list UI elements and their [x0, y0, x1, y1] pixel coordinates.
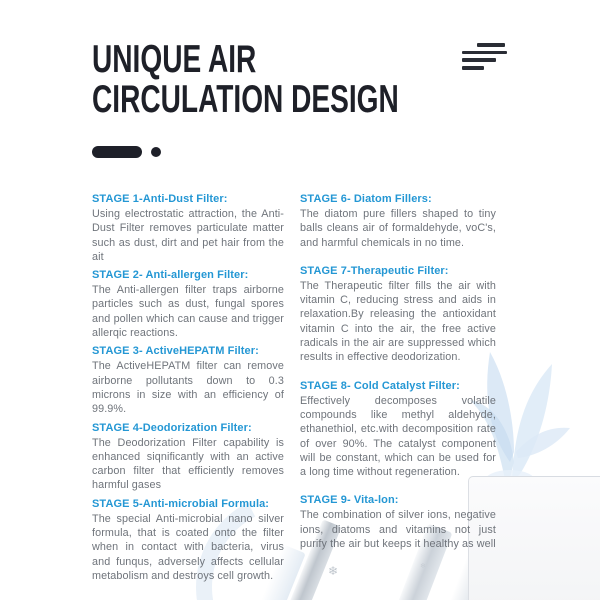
stage-4-section	[92, 422, 284, 493]
stage-2-heading: STAGE 2- Anti-allergen Filter:	[92, 269, 249, 282]
stage-2-section	[92, 269, 284, 340]
snowflake-icon: ❄	[328, 564, 339, 578]
stage-8-body: Effectively decomposes volatile compounds like methyl aldehyde, ethanethiol, etc.with decomposition rate of over 90%. The catalyst component will be constant, which can be used for a long time without regeneration.	[300, 394, 496, 479]
stage-1-body: Using electrostatic attraction, the Anti-Dust Filter removes particulate matter such as dust, dirt and pet hair from the ait	[92, 208, 284, 263]
list-lines-icon	[462, 43, 508, 74]
stage-7-body: The Therapeutic filter fills the air with vitamin C, reducing stress and aids in relaxation.By releasing the antioxidant vitamin C into the air, the free active radicals in the air are suppressed which results in effective deodorization.	[300, 279, 496, 364]
page-title-line2: CIRCULATION DESIGN	[92, 78, 399, 121]
stage-6-heading: STAGE 6- Diatom Fillers:	[300, 193, 432, 205]
stage-3-heading: STAGE 3- ActiveHEPATM Filter:	[92, 345, 259, 358]
snowflake-icon: ❄	[420, 563, 426, 570]
stage-1-section	[92, 193, 284, 264]
stage-4-heading: STAGE 4-Deodorization Filter:	[92, 421, 252, 434]
stage-2-body: The Anti-allergen filter traps airborne particles such as dust, fungal spores and pollen which can cause and trigger allerqic reactions.	[92, 284, 284, 340]
stage-7-section	[300, 265, 496, 365]
stage-7-heading: STAGE 7-Therapeutic Filter:	[300, 264, 449, 277]
stage-5-section	[92, 498, 284, 583]
list-icon-bar	[462, 58, 496, 62]
stage-8-heading: STAGE 8- Cold Catalyst Filter:	[300, 379, 460, 392]
stage-4-body: The Deodorization Filter capability is enhanced siqnificantly with an active carbon filter that efficiently removes harmful gases	[92, 436, 284, 492]
stage-5-body: The special Anti-microbial nano silver formula, that is coated onto the filter when in contact with bacteria, virus and funqus, adversely affects cellular metabolism and destroys cell growth.	[92, 512, 284, 582]
title-underline-dot	[151, 147, 161, 157]
stage-9-body: The combination of silver ions, negative ions, diatoms and vitamins not just purify the air but keeps it healthy as well	[300, 509, 496, 551]
stage-6-body: The diatom pure fillers shaped to tiny balls cleans air of formaldehyde, voC's, and harmful chemicals in no time.	[300, 208, 496, 249]
page-title	[92, 40, 399, 120]
stage-3-section	[92, 345, 284, 416]
stage-6-section	[300, 193, 496, 250]
stages-column-left	[92, 193, 284, 588]
stage-1-heading: STAGE 1-Anti-Dust Filter:	[92, 193, 228, 205]
stages-column-right	[300, 193, 496, 566]
stage-8-section	[300, 380, 496, 480]
stage-3-body: The ActiveHEPATM filter can remove airborne pollutants down to 0.3 microns in size with an efficiency of 99.9%.	[92, 360, 284, 416]
list-icon-bar	[477, 43, 505, 47]
stage-5-heading: STAGE 5-Anti-microbial Formula:	[92, 497, 270, 510]
title-underline-dash	[92, 146, 142, 158]
list-icon-bar	[462, 66, 484, 70]
list-icon-bar	[462, 51, 507, 55]
stage-9-heading: STAGE 9- Vita-lon:	[300, 494, 399, 507]
page-title-line1: UNIQUE AIR	[92, 38, 257, 81]
stage-9-section	[300, 494, 496, 551]
